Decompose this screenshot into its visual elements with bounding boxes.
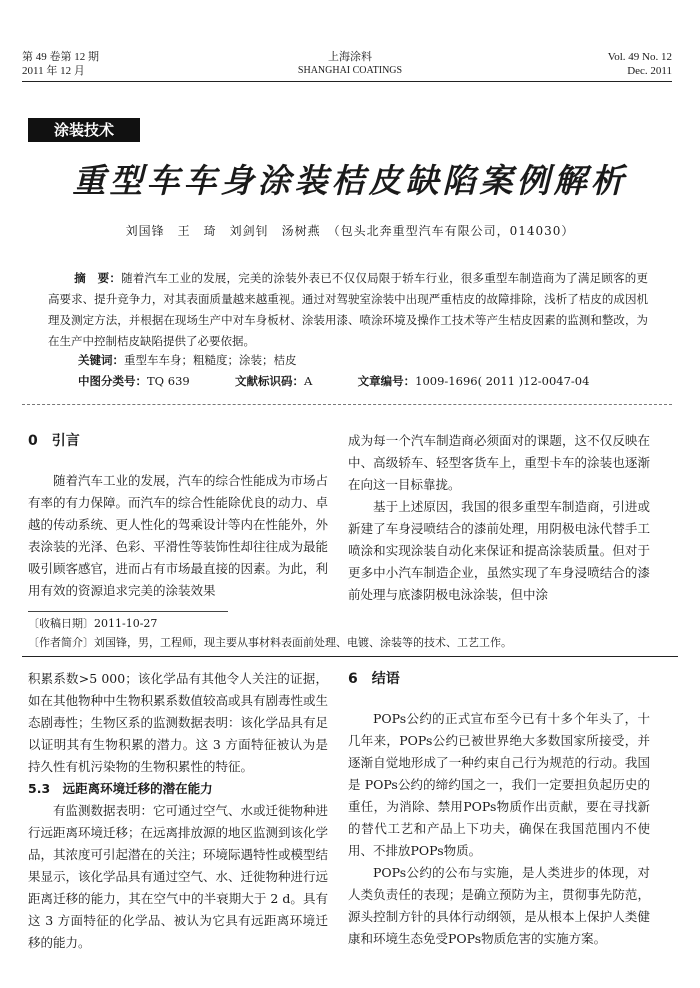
keywords-label: 关键词： — [78, 353, 124, 367]
column-upper-right — [348, 430, 650, 606]
keywords-text: 重型车车身；粗糙度；涂装；桔皮 — [124, 353, 297, 367]
intro-paragraph: 随着汽车工业的发展，汽车的综合性能成为市场占有率的有力保障。而汽车的综合性能除优良的动力、卓越的传动系统、更人性化的驾乘设计等内在性能外，外表涂装的光泽、色彩、平滑性等装饰性却往往成为最能吸引顾客感官，进而占有市场最直接的因素。为此，利用有效的资源追求完美的涂装效果 — [28, 473, 329, 598]
section-tag: 涂装技术 — [28, 118, 140, 142]
classification-line — [78, 373, 678, 389]
header-date-line: 2011 年 12 月 — [22, 65, 85, 77]
abstract-divider — [22, 404, 672, 405]
article-no-value: 1009-1696( 2011 )12-0047-04 — [415, 374, 590, 388]
article-title: 重型车车身涂装桔皮缺陷案例解析 — [72, 161, 628, 200]
intro-continued-paragraph: 成为每一个汽车制造商必须面对的课题，这不仅反映在中、高级轿车、轻型客货车上，重型卡车的涂装也逐渐在向这一目标靠拢。 — [348, 433, 650, 492]
author-line: 刘国锋 王 琦 刘剑钊 汤树燕 （包头北奔重型汽车有限公司，014030） — [125, 224, 575, 238]
page-divider — [22, 656, 678, 657]
abstract-text: 随着汽车工业的发展，完美的涂装外表已不仅仅局限于轿车行业，很多重型车制造商为了满足顾客的更高要求、提升竞争力，对其表面质量越来越重视。通过对驾驶室涂装中出现严重桔皮的故障排除，浅析了桔皮的成因机理及测定方法，并根据在现场生产中对车身板材、涂装用漆、喷涂环境及操作工技术等产生桔皮因素的监测和整改，为在生产中控制桔皮缺陷提供了必要依据。 — [48, 271, 649, 348]
cls-value: TQ 639 — [147, 374, 190, 388]
header-date-en-line: Dec. 2011 — [627, 65, 672, 77]
column-upper-left — [28, 430, 328, 602]
abstract-label: 摘 要： — [74, 271, 122, 285]
subsection-heading-5-3: 5.3 远距离环境迁移的潜在能力 — [28, 781, 213, 796]
abstract — [48, 268, 648, 352]
section-heading-conclusion: 6 结语 — [348, 671, 400, 687]
journal-name-en: SHANGHAI COATINGS — [297, 65, 403, 76]
footnote-rule — [28, 611, 228, 612]
background-paragraph: 基于上述原因，我国的很多重型车制造商，引进或新建了车身浸喷结合的漆前处理，用阴极电泳代替手工喷涂和实现涂装自动化来保证和提高涂装质量。但对于更多中小汽车制造企业，虽然实现了车身浸喷结合的漆前处理与底漆阴极电泳涂装，但中涂 — [348, 499, 650, 602]
bioaccumulation-paragraph: 积累系数>5 000；该化学品有其他令人关注的证据，如在其他物种中生物积累系数值较高或具有剧毒性或生态剧毒性；生物区系的监测数据表明：该化学品具有足以证明其有生物积累的潜力。这 3 方面特征被认为是持久性有机污染物的生物积累性的特征。 — [28, 671, 329, 774]
long-range-paragraph: 有监测数据表明：它可通过空气、水或迁徙物种进行远距离环境迁移；在远离排放源的地区监测到该化学品，其浓度可引起潜在的关注；环境际遇特性或模型结果显示，该化学品具有通过空气、水、迁徙物种进行远距离迁移的能力，其在空气中的半衰期大于 2 d。具有这 3 方面特征的化学品、被认为它具有远距离环境迁移的能力。 — [28, 803, 329, 950]
keywords — [78, 352, 297, 368]
conclusion-paragraph-1: POPs公约的正式宣布至今已有十多个年头了，十几年来，POPs公约已被世界绝大多数国家所接受，并逐渐自觉地形成了一种约束自己行为规范的行动。我国是 POPs公约的缔约国之一，我们一定要担负起历史的重任，为消除、禁用POPs物质作出贡献，要在寻找新的替代工艺和产品上下功夫，确保在我国范围内不使用、不排放POPs物质。 — [348, 711, 650, 858]
column-lower-left — [28, 668, 328, 954]
journal-name-cn: 上海涂料 — [328, 51, 372, 63]
footnote — [28, 611, 668, 652]
cls-label: 中图分类号： — [78, 374, 147, 388]
section-heading-intro: 0 引言 — [28, 433, 80, 449]
received-date: 〔收稿日期〕2011-10-27 — [28, 617, 158, 630]
doc-code-label: 文献标识码： — [235, 374, 305, 388]
column-lower-right — [348, 668, 650, 950]
header-journal-name — [0, 50, 700, 78]
article-no-label: 文章编号： — [357, 374, 416, 388]
header-volume-line: 第 49 卷第 12 期 — [22, 51, 99, 63]
header-volume-en-line: Vol. 49 No. 12 — [607, 51, 672, 63]
conclusion-paragraph-2: POPs公约的公布与实施，是人类进步的体现，对人类负责任的表现；是确立预防为主，贯彻事先防范，源头控制方针的具体行动纲领，是从根本上保护人类健康和环境生态免受POPs物质危害的实施方案。 — [348, 865, 650, 946]
header-rule — [22, 81, 672, 82]
header-volume-en — [608, 50, 672, 78]
author-intro: 〔作者简介〕刘国锋，男，工程师，现主要从事材料表面前处理、电镀、涂装等的技术、工艺工作。 — [28, 636, 512, 649]
doc-code-value: A — [304, 374, 313, 388]
